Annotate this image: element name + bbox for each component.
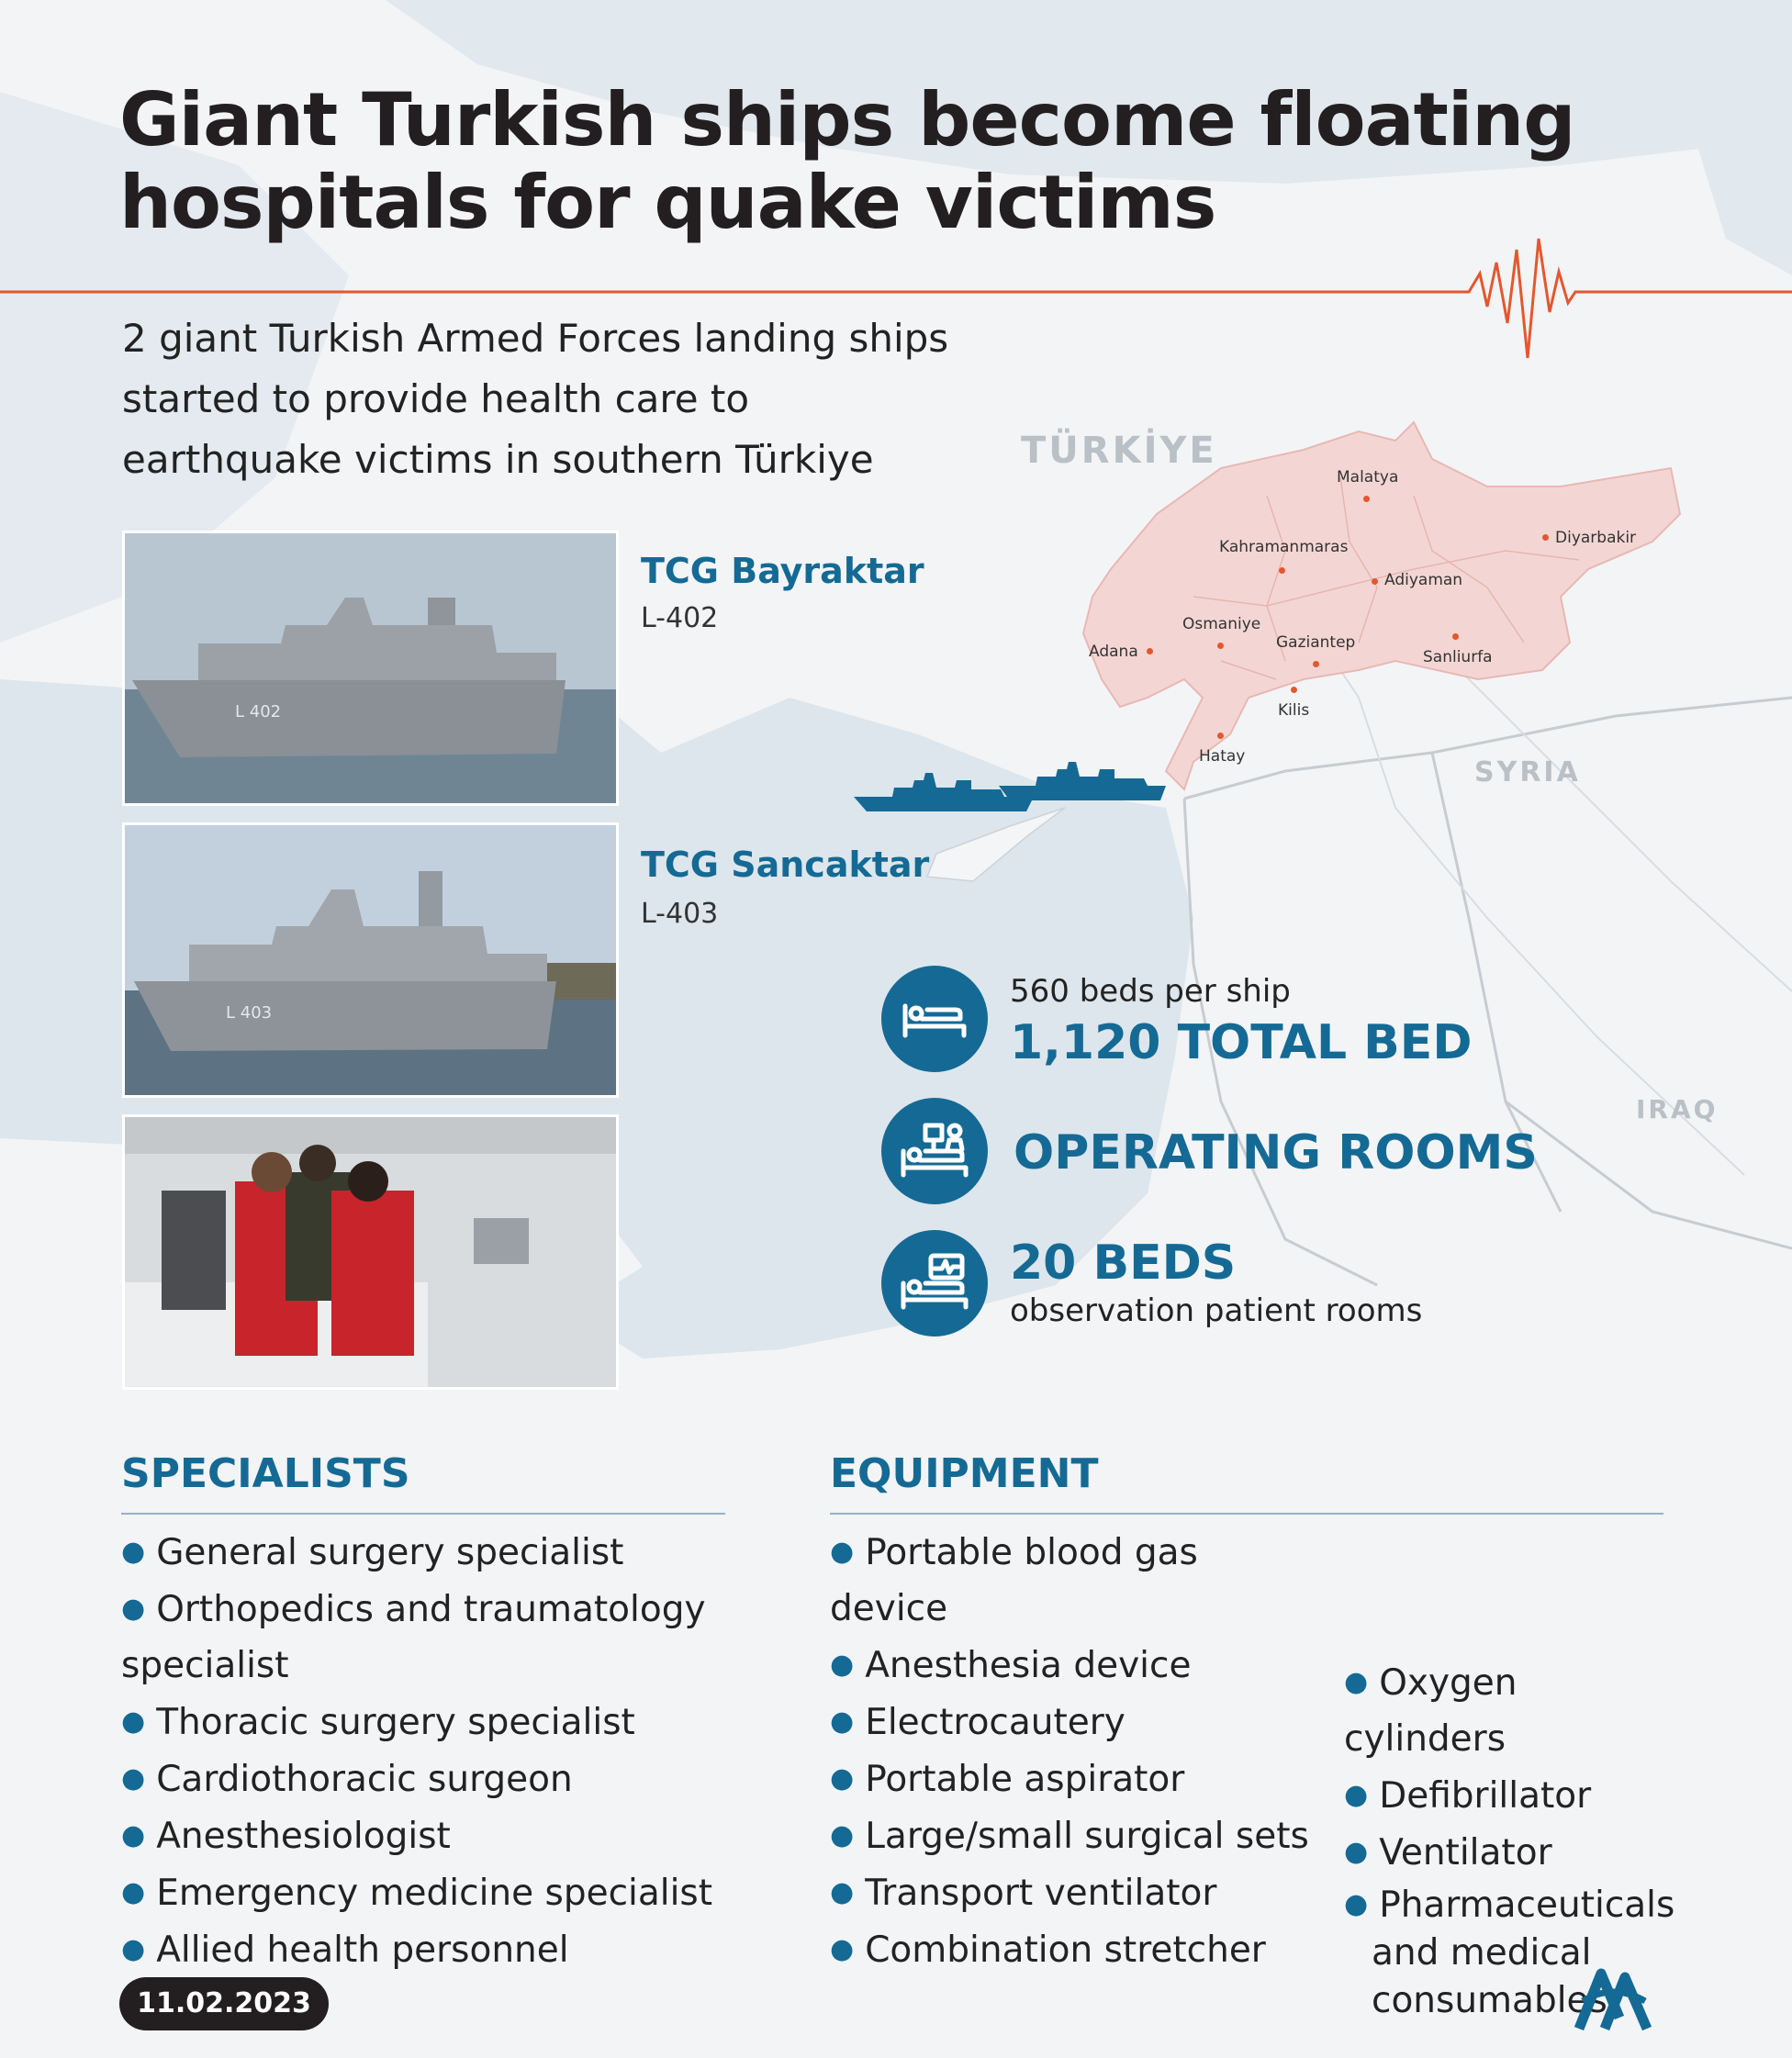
city-label: Diyarbakir (1555, 529, 1637, 547)
svg-text:L 403: L 403 (226, 1003, 273, 1023)
list-item: ● Allied health personnel (121, 1929, 569, 1971)
city-marker (1279, 567, 1285, 574)
list-item: ● Anesthesiologist (121, 1816, 451, 1857)
observation-label: observation patient rooms (1010, 1292, 1423, 1329)
city-label: Malatya (1337, 468, 1399, 487)
list-item: ● Emergency medicine specialist (121, 1873, 713, 1914)
ship-name-sancaktar: TCG Sancaktar (641, 844, 930, 885)
list-item: ● Thoracic surgery specialist (121, 1702, 635, 1743)
page-title: Giant Turkish ships become floating hospitals for quake victims (119, 77, 1575, 245)
specialists-list (121, 1524, 727, 1978)
ship-code-bayraktar: L-402 (641, 602, 719, 634)
list-item: ● Portable aspirator (830, 1759, 1185, 1800)
list-item: ● Large/small surgical sets (830, 1816, 1309, 1857)
section-divider (121, 1513, 725, 1515)
bed-icon (881, 966, 988, 1072)
country-label-iraq: IRAQ (1636, 1094, 1719, 1124)
city-marker (1372, 578, 1378, 585)
list-item: ● Orthopedics and traumatology specialist (121, 1589, 706, 1686)
date-badge: 11.02.2023 (119, 1977, 329, 2030)
ship-name-bayraktar: TCG Bayraktar (641, 551, 924, 591)
list-item: ● General surgery specialist (121, 1532, 624, 1573)
page-subtitle: 2 giant Turkish Armed Forces landing ships started to provide health care to earthquake victims in southern Türkiye (122, 316, 949, 482)
city-label: Hatay (1199, 747, 1246, 766)
specialists-heading: SPECIALISTS (121, 1450, 410, 1497)
list-item: ● Oxygen cylinders (1344, 1662, 1518, 1760)
section-divider (830, 1513, 1663, 1515)
operating-room-icon (881, 1098, 988, 1204)
country-label-turkiye: TÜRKİYE (1021, 430, 1217, 472)
medical-care-photo (122, 1114, 619, 1390)
city-label: Adana (1089, 643, 1138, 661)
city-label: Kilis (1278, 701, 1310, 720)
city-marker (1363, 496, 1370, 502)
list-item: ● Ventilator (1344, 1832, 1552, 1873)
country-label-syria: SYRIA (1474, 756, 1581, 789)
ship-photo-sancaktar (122, 822, 619, 1098)
equipment-list-primary (830, 1524, 1326, 1978)
list-item: ● Combination stretcher (830, 1929, 1266, 1971)
city-marker (1217, 733, 1224, 739)
list-item: ● Pharmaceuticals and medical consumables (1344, 1885, 1675, 2021)
list-item: ● Transport ventilator (830, 1873, 1217, 1914)
ship-code-sancaktar: L-403 (641, 898, 719, 930)
list-item: ● Portable blood gas device (830, 1532, 1198, 1629)
list-item: ● Electrocautery (830, 1702, 1126, 1743)
list-item: ● Defibrillator (1344, 1775, 1592, 1817)
list-item: ● Cardiothoracic surgeon (121, 1759, 573, 1800)
city-marker (1291, 687, 1297, 693)
city-marker (1217, 643, 1224, 649)
observation-bed-icon (881, 1230, 988, 1337)
equipment-heading: EQUIPMENT (830, 1450, 1099, 1497)
operating-rooms: OPERATING ROOMS (1014, 1125, 1538, 1180)
city-marker (1147, 648, 1153, 654)
ship-photo-bayraktar (122, 531, 619, 806)
beds-per-ship: 560 beds per ship (1010, 973, 1291, 1010)
city-label: Kahramanmaras (1219, 538, 1349, 556)
city-label: Osmaniye (1182, 615, 1261, 633)
total-beds: 1,120 TOTAL BED (1010, 1015, 1473, 1070)
city-label: Gaziantep (1276, 633, 1356, 652)
city-marker (1313, 661, 1319, 667)
svg-text:L 402: L 402 (235, 702, 282, 721)
observation-beds: 20 BEDS (1010, 1236, 1237, 1291)
city-label: Adiyaman (1384, 571, 1463, 589)
city-marker (1542, 534, 1549, 541)
city-label: Sanliurfa (1423, 648, 1493, 666)
city-marker (1452, 633, 1459, 640)
anadolu-agency-logo (1574, 1964, 1652, 2034)
list-item: ● Anesthesia device (830, 1645, 1192, 1686)
